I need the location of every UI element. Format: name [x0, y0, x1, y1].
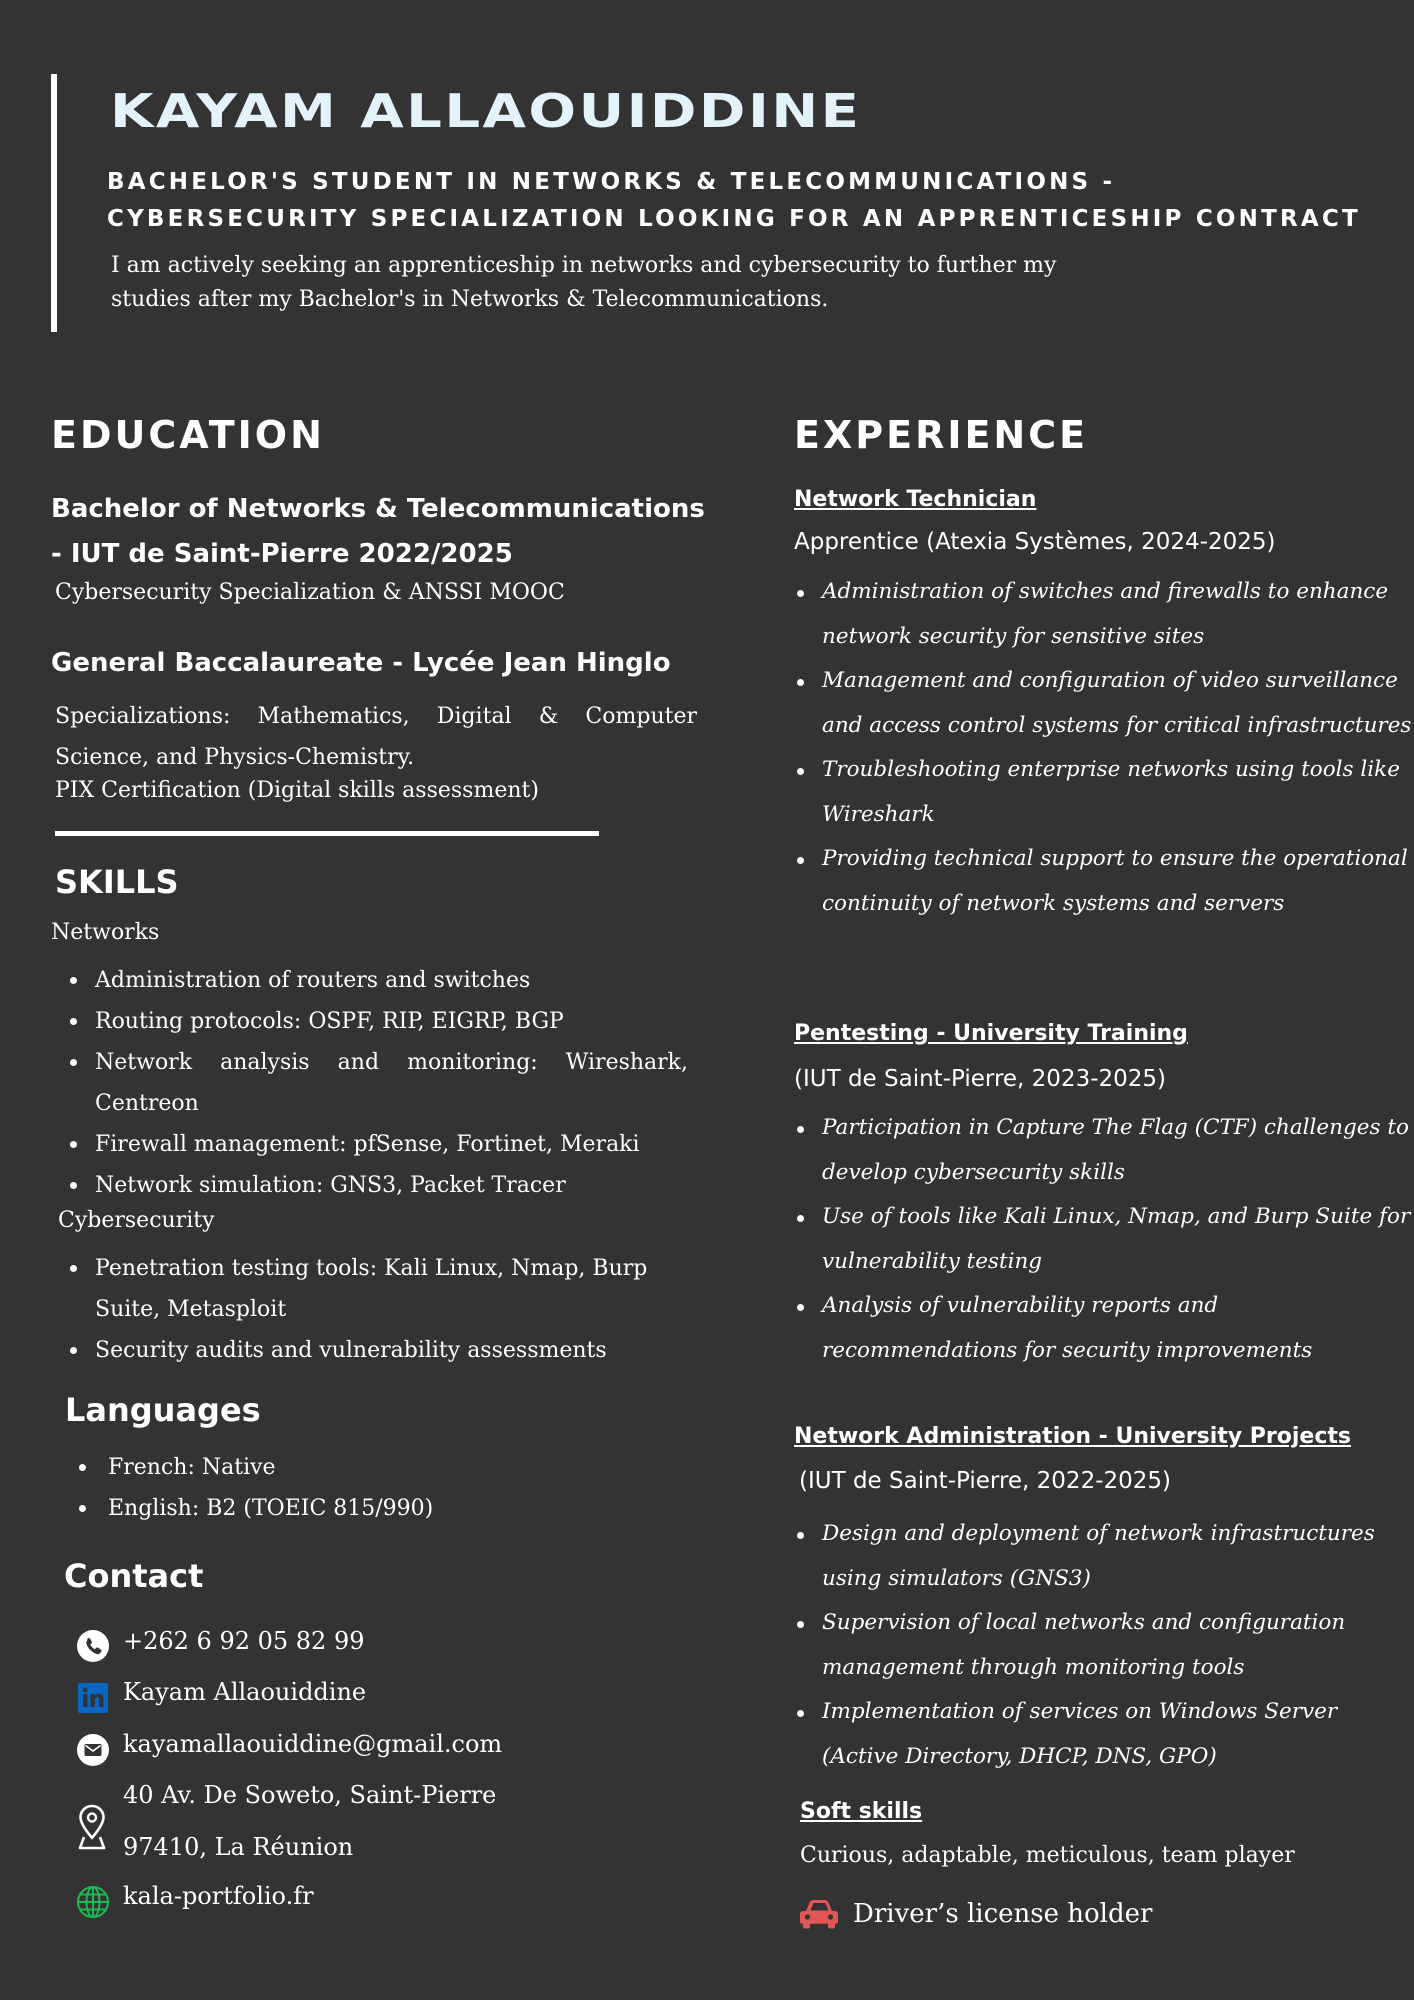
job-title-network-administration: Network Administration - University Projects	[794, 1424, 1351, 1449]
list-item: Firewall management: pfSense, Fortinet, Meraki	[51, 1124, 688, 1165]
job-title-network-technician: Network Technician	[794, 487, 1037, 512]
job-subtitle: Apprentice (Atexia Systèmes, 2024-2025)	[794, 529, 1276, 555]
section-divider	[55, 831, 599, 836]
job-bullets	[794, 570, 1414, 926]
job-bullets	[794, 1512, 1414, 1779]
degree-baccalaureate: General Baccalaureate - Lycée Jean Hinglo	[51, 648, 671, 678]
contact-address-line-1: 40 Av. De Soweto, Saint-Pierre	[123, 1781, 497, 1809]
list-item: French: Native	[63, 1447, 433, 1488]
linkedin-icon	[76, 1681, 110, 1715]
car-icon	[798, 1897, 840, 1931]
list-item: Management and configuration of video surveillance and access control systems for critical infrastructures	[794, 659, 1414, 748]
job-title-pentesting: Pentesting - University Training	[794, 1021, 1188, 1046]
pix-certification: PIX Certification (Digital skills assessment)	[55, 778, 539, 803]
skills-networks-list	[51, 960, 688, 1206]
languages-heading: Languages	[65, 1391, 261, 1429]
degree-bachelor: Bachelor of Networks & Telecommunications - IUT de Saint-Pierre 2022/2025	[51, 494, 705, 569]
contact-address-line-2: 97410, La Réunion	[123, 1833, 354, 1861]
list-item: Participation in Capture The Flag (CTF) challenges to develop cybersecurity skills	[794, 1106, 1414, 1195]
mail-icon	[76, 1733, 110, 1767]
phone-icon	[76, 1629, 110, 1663]
contact-linkedin[interactable]: Kayam Allaouiddine	[123, 1678, 367, 1706]
candidate-name: KAYAM ALLAOUIDDINE	[110, 84, 862, 138]
list-item: Penetration testing tools: Kali Linux, Nmap, Burp Suite, Metasploit	[51, 1248, 691, 1330]
job-bullets	[794, 1106, 1414, 1373]
contact-email[interactable]: kayamallaouiddine@gmail.com	[123, 1730, 503, 1758]
degree-bachelor-detail: Cybersecurity Specialization & ANSSI MOOC	[55, 580, 565, 605]
list-item: Network simulation: GNS3, Packet Tracer	[51, 1165, 688, 1206]
skills-cyber-label: Cybersecurity	[58, 1208, 215, 1233]
list-item: Analysis of vulnerability reports and recommendations for security improvements	[794, 1284, 1414, 1373]
list-item: Design and deployment of network infrastructures using simulators (GNS3)	[794, 1512, 1414, 1601]
baccalaureate-specializations: Specializations: Mathematics, Digital & Computer Science, and Physics-Chemistry.	[55, 704, 697, 770]
soft-skills-heading: Soft skills	[800, 1799, 923, 1824]
skills-networks-label: Networks	[51, 920, 160, 945]
intro-line-2: studies after my Bachelor's in Networks & Telecommunications.	[111, 287, 829, 312]
list-item: Security audits and vulnerability assessments	[51, 1330, 691, 1371]
list-item: Implementation of services on Windows Server (Active Directory, DHCP, DNS, GPO)	[794, 1690, 1414, 1779]
list-item: Administration of switches and firewalls to enhance network security for sensitive sites	[794, 570, 1414, 659]
list-item: Network analysis and monitoring: Wireshark, Centreon	[51, 1042, 688, 1124]
skills-heading: SKILLS	[55, 863, 179, 901]
contact-phone[interactable]: +262 6 92 05 82 99	[123, 1627, 365, 1655]
contact-heading: Contact	[64, 1557, 204, 1595]
skills-cyber-list	[51, 1248, 691, 1371]
experience-heading: EXPERIENCE	[794, 413, 1089, 457]
list-item: Troubleshooting enterprise networks using tools like Wireshark	[794, 748, 1414, 837]
intro-line-1: I am actively seeking an apprenticeship in networks and cybersecurity to further my	[111, 253, 1057, 278]
list-item: Supervision of local networks and configuration management through monitoring tools	[794, 1601, 1414, 1690]
job-subtitle: (IUT de Saint-Pierre, 2022-2025)	[799, 1468, 1172, 1494]
education-heading: EDUCATION	[51, 413, 325, 457]
list-item: Routing protocols: OSPF, RIP, EIGRP, BGP	[51, 1001, 688, 1042]
languages-list	[63, 1447, 433, 1529]
list-item: Administration of routers and switches	[51, 960, 688, 1001]
location-icon	[76, 1803, 108, 1851]
globe-icon	[76, 1885, 110, 1919]
headline-line-1: BACHELOR'S STUDENT IN NETWORKS & TELECOMMUNICATIONS -	[107, 169, 1116, 195]
soft-skills-text: Curious, adaptable, meticulous, team player	[800, 1843, 1295, 1868]
contact-website[interactable]: kala-portfolio.fr	[123, 1882, 314, 1910]
list-item: English: B2 (TOEIC 815/990)	[63, 1488, 433, 1529]
drivers-license: Driver’s license holder	[853, 1899, 1153, 1929]
list-item: Use of tools like Kali Linux, Nmap, and Burp Suite for vulnerability testing	[794, 1195, 1414, 1284]
list-item: Providing technical support to ensure the operational continuity of network systems and servers	[794, 837, 1414, 926]
header-accent-bar	[51, 74, 57, 332]
job-subtitle: (IUT de Saint-Pierre, 2023-2025)	[794, 1066, 1167, 1092]
headline-line-2: CYBERSECURITY SPECIALIZATION LOOKING FOR AN APPRENTICESHIP CONTRACT	[107, 206, 1361, 232]
